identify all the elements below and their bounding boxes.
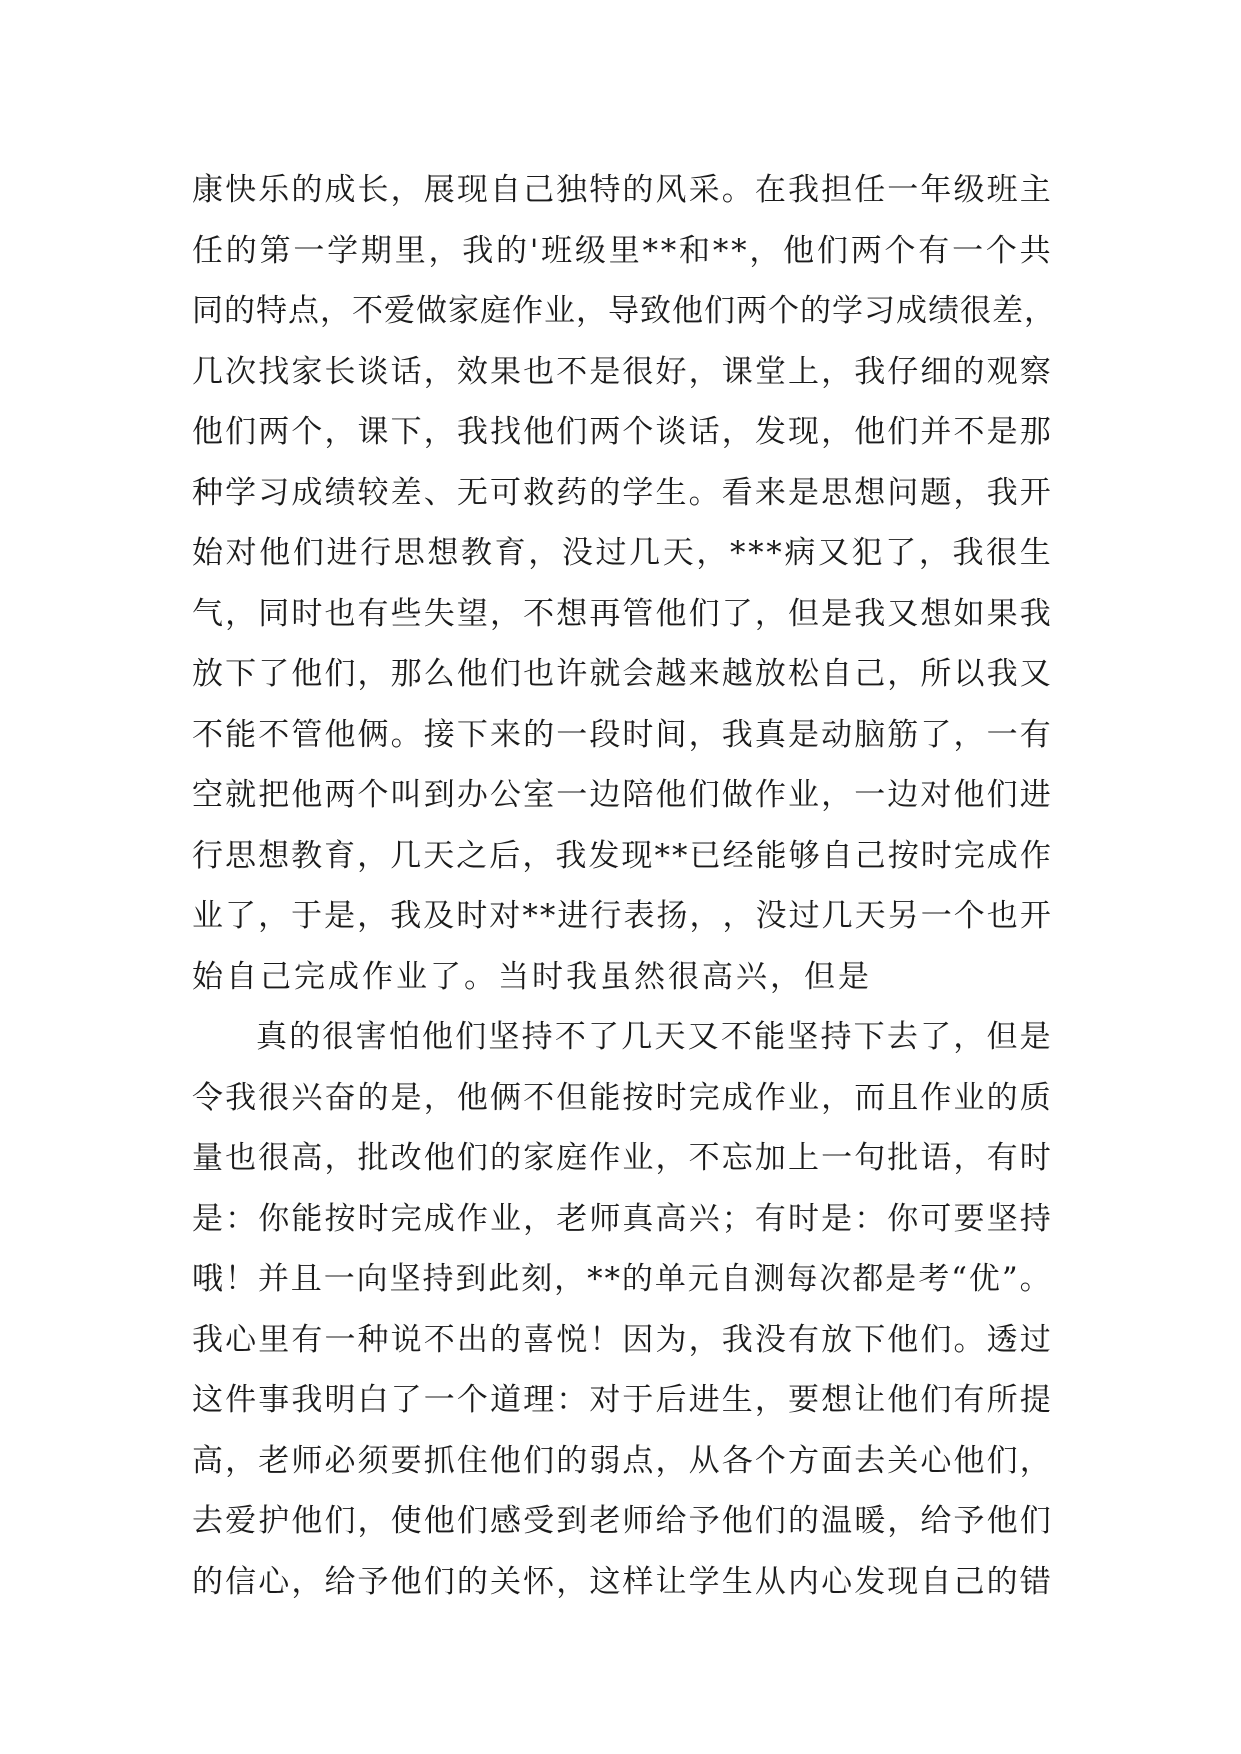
text-line: 他 们 两 个 ， 课 下 ， 我 找 他 们 两 个 谈 话 ， 发 现 ， 他 们 并 不 是 那 xyxy=(192,414,1052,450)
text-line: 业 了 ， 于 是 ， 我 及 时 对 * * 进 行 表 扬 ， ， 没 过 几 天 另 一 个 也 开 xyxy=(192,898,1052,934)
text-line: 量 也 很 高 ， 批 改 他 们 的 家 庭 作 业 ， 不 忘 加 上 一 句 批 语 ， 有 时 xyxy=(192,1140,1052,1176)
text-line: 这 件 事 我 明 白 了 一 个 道 理 ： 对 于 后 进 生 ， 要 想 让 他 们 有 所 提 xyxy=(192,1382,1052,1418)
body-text xyxy=(192,160,1056,1612)
text-line: 几 次 找 家 长 谈 话 ， 效 果 也 不 是 很 好 ， 课 堂 上 ， 我 仔 细 的 观 察 xyxy=(192,353,1052,390)
text-line: 气 ， 同 时 也 有 些 失 望 ， 不 想 再 管 他 们 了 ， 但 是 我 又 想 如 果 我 xyxy=(192,595,1052,632)
text-line: 的 信 心 ， 给 予 他 们 的 关 怀 ， 这 样 让 学 生 从 内 心 发 现 自 己 的 错 xyxy=(192,1563,1052,1600)
text-line: 始 对 他 们 进 行 思 想 教 育 ， 没 过 几 天 ， * * * 病 又 犯 了 ， 我 很 生 xyxy=(192,535,1052,571)
text-line: 不 能 不 管 他 俩 。 接 下 来 的 一 段 时 间 ， 我 真 是 动 脑 筋 了 ， 一 有 xyxy=(192,716,1052,753)
text-line: 空 就 把 他 两 个 叫 到 办 公 室 一 边 陪 他 们 做 作 业 ， 一 边 对 他 们 进 xyxy=(192,777,1052,813)
text-line: 令 我 很 兴 奋 的 是 ， 他 俩 不 但 能 按 时 完 成 作 业 ， 而 且 作 业 的 质 xyxy=(192,1079,1052,1116)
text-line: 行 思 想 教 育 ， 几 天 之 后 ， 我 发 现 * * 已 经 能 够 自 己 按 时 完 成 作 xyxy=(192,837,1052,874)
text-line: 哦 ！ 并 且 一 向 坚 持 到 此 刻 ， * * 的 单 元 自 测 每 次 都 是 考 “ 优 ” 。 xyxy=(192,1261,1052,1297)
text-line: 任 的 第 一 学 期 里 ， 我 的 ' 班 级 里 * * 和 * * ， 他 们 两 个 有 一 个 共 xyxy=(192,232,1052,269)
text-line-paragraph-start: 真 的 很 害 怕 他 们 坚 持 不 了 几 天 又 不 能 坚 持 下 去 了 ， 但 是 xyxy=(256,1019,1052,1055)
text-line: 康 快 乐 的 成 长 ， 展 现 自 己 独 特 的 风 采 。 在 我 担 任 一 年 级 班 主 xyxy=(192,172,1052,208)
text-line: 高 ， 老 师 必 须 要 抓 住 他 们 的 弱 点 ， 从 各 个 方 面 去 关 心 他 们 ， xyxy=(192,1442,1052,1479)
text-line: 放 下 了 他 们 ， 那 么 他 们 也 许 就 会 越 来 越 放 松 自 己 ， 所 以 我 又 xyxy=(192,656,1052,692)
text-line: 我 心 里 有 一 种 说 不 出 的 喜 悦 ！ 因 为 ， 我 没 有 放 下 他 们 。 透 过 xyxy=(192,1321,1052,1358)
text-line-paragraph-end: 始自己完成作业了。当时我虽然很高兴，但是 xyxy=(192,958,872,995)
text-line: 是 ： 你 能 按 时 完 成 作 业 ， 老 师 真 高 兴 ； 有 时 是 ： 你 可 要 坚 持 xyxy=(192,1200,1052,1237)
text-line: 同 的 特 点 ， 不 爱 做 家 庭 作 业 ， 导 致 他 们 两 个 的 学 习 成 绩 很 差 ， xyxy=(192,293,1056,329)
text-line: 去 爱 护 他 们 ， 使 他 们 感 受 到 老 师 给 予 他 们 的 温 暖 ， 给 予 他 们 xyxy=(192,1503,1052,1539)
text-line: 种 学 习 成 绩 较 差 、 无 可 救 药 的 学 生 。 看 来 是 思 想 问 题 ， 我 开 xyxy=(192,474,1052,511)
